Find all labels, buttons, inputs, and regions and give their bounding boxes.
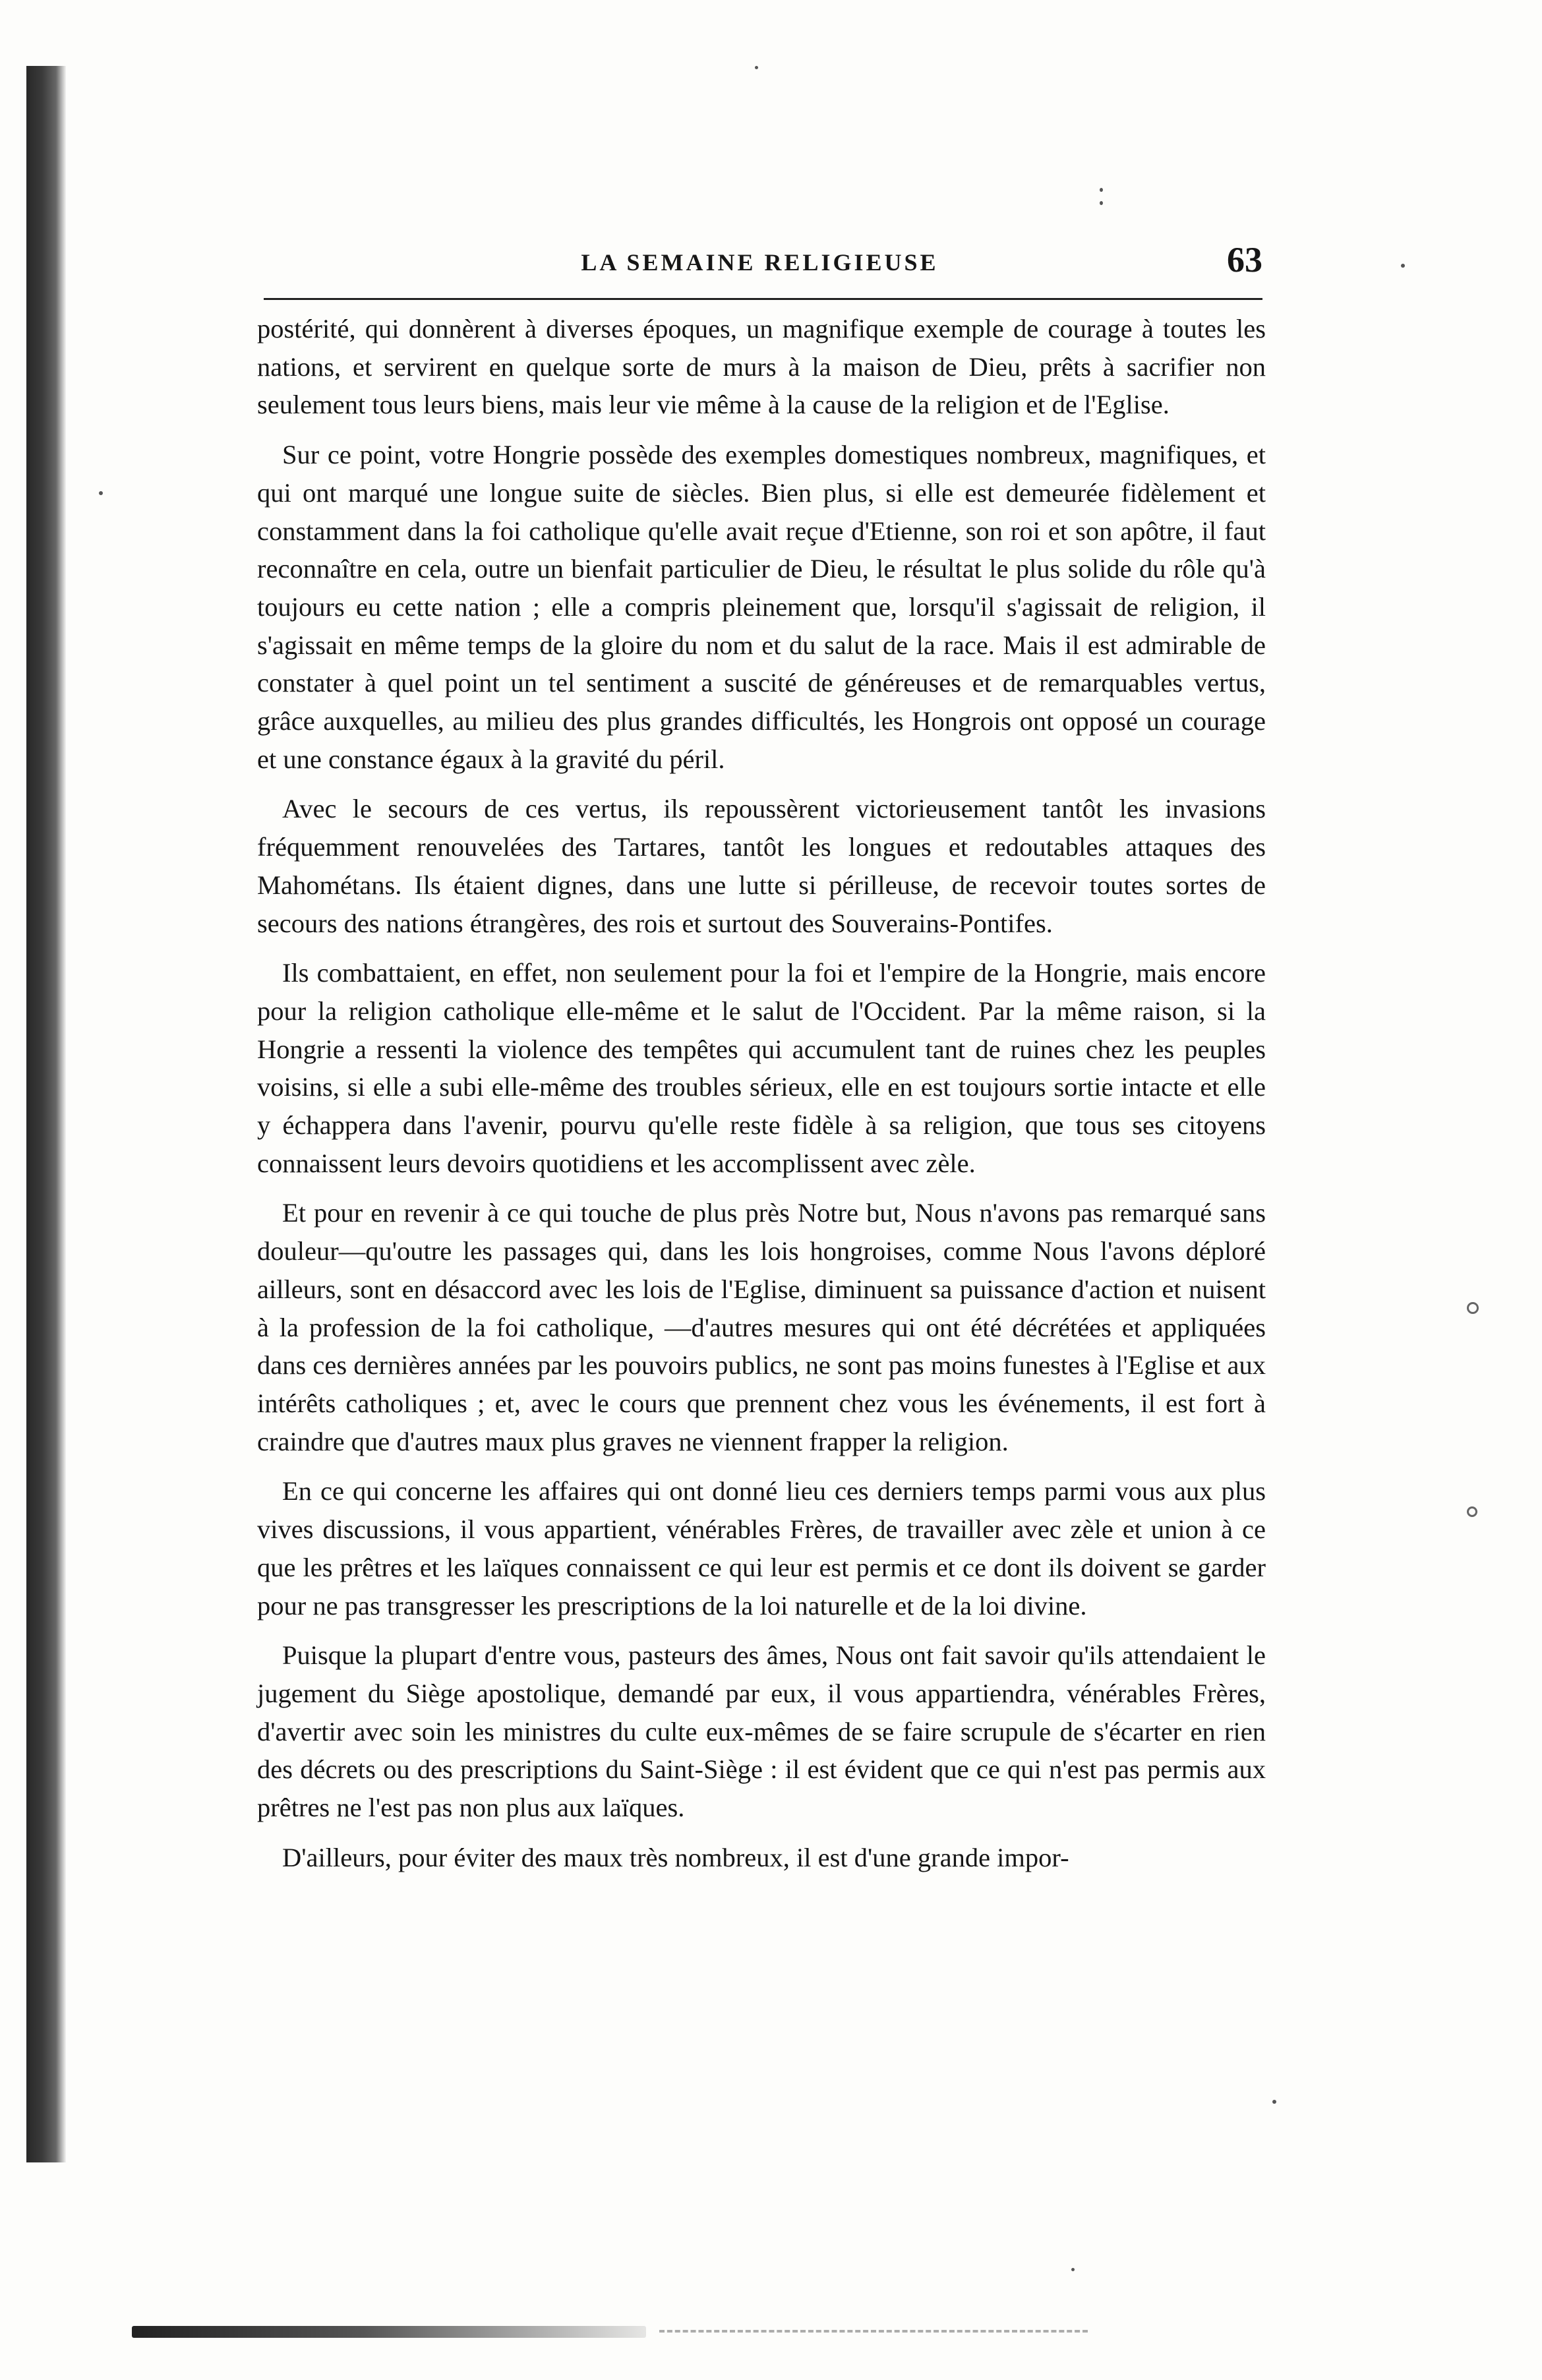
paragraph: En ce qui concerne les affaires qui ont donné lieu ces derniers temps parmi vous aux plus vives discussions, il vous appartient, vénérables Frères, de travailler avec zèle et union à ce que les prêtres et les laïques connaissent ce qui leur est permis et ce dont ils doivent se garder pour ne pas transgresser les prescriptions de la loi naturelle et de la loi divine. xyxy=(257,1476,1266,1621)
binding-edge-shadow xyxy=(26,66,66,2162)
paragraph: postérité, qui donnèrent à diverses époques, un magnifique exemple de courage à toutes les nations, et servirent en quelque sorte de murs à la maison de Dieu, prêts à sacrifier non seulement tous leurs biens, mais leur vie même à la cause de la religion et de l'Eglise. xyxy=(257,314,1266,420)
scan-speck xyxy=(755,66,758,69)
scan-speck xyxy=(1272,2100,1276,2104)
paragraph: Sur ce point, votre Hongrie possède des exemples domestiques nombreux, magnifiques, et qui ont marqué une longue suite de siècles. Bien plus, si elle est demeurée fidèlement et constamment dans la foi catholique qu'elle avait reçue d'Etienne, son roi et son apôtre, il faut reconnaître en cela, outre un bienfait particulier de Dieu, le résultat le plus solide du rôle qu'à toujours eu cette nation ; elle a compris pleinement que, lorsqu'il s'agissait de religion, il s'agissait en même temps de la gloire du nom et du salut de la race. Mais il est admirable de constater à quel point un tel sentiment a suscité de généreuses et de remarquables vertus, grâce auxquelles, au milieu des plus grandes difficultés, les Hongrois ont opposé un courage et une constance égaux à la gravité du péril. xyxy=(257,440,1266,774)
body-text xyxy=(257,310,1266,1888)
scan-speck xyxy=(99,491,103,495)
scan-smear xyxy=(132,2326,646,2338)
scan-speck xyxy=(1467,1506,1477,1517)
scan-dashes xyxy=(659,2330,1088,2335)
scan-speck xyxy=(1467,1302,1479,1314)
running-title: LA SEMAINE RELIGIEUSE xyxy=(581,249,939,276)
paragraph: Et pour en revenir à ce qui touche de plus près Notre but, Nous n'avons pas remarqué sans douleur—qu'outre les passages qui, dans les lois hongroises, comme Nous l'avons déploré ailleurs, sont en désaccord avec les lois de l'Eglise, diminuent sa puissance d'action et nuisent à la profession de la foi catholique, —d'autres mesures qui ont été décrétées et appliquées dans ces dernières années par les pouvoirs publics, ne sont pas moins funestes à l'Eglise et aux intérêts catholiques ; et, avec le cours que prennent chez vous les événements, il est fort à craindre que d'autres maux plus graves ne viennent frapper la religion. xyxy=(257,1198,1266,1456)
paragraph: Puisque la plupart d'entre vous, pasteurs des âmes, Nous ont fait savoir qu'ils attendaient le jugement du Siège apostolique, demandé par eux, il vous appartiendra, vénérables Frères, d'avertir avec soin les ministres du culte eux-mêmes de se faire scrupule de s'écarter en rien des décrets ou des prescriptions du Saint-Siège : il est évident que ce qui n'est pas permis aux prêtres ne l'est pas non plus aux laïques. xyxy=(257,1640,1266,1823)
paragraph: Ils combattaient, en effet, non seulement pour la foi et l'empire de la Hongrie, mais encore pour la religion catholique elle-même et le salut de l'Occident. Par la même raison, si la Hongrie a ressenti la violence des tempêtes qui accumulent tant de ruines chez les peuples voisins, si elle a subi elle-même des troubles sérieux, elle en est toujours sortie intacte et elle y échappera dans l'avenir, pourvu qu'elle reste fidèle à sa religion, que tous ses citoyens connaissent leurs devoirs quotidiens et les accomplissent avec zèle. xyxy=(257,958,1266,1178)
scan-speck xyxy=(1100,188,1103,192)
scan-speck xyxy=(1071,2268,1075,2271)
paragraph: Avec le secours de ces vertus, ils repoussèrent victorieusement tantôt les invasions fréquemment renouvelées des Tartares, tantôt les longues et redoutables attaques des Mahométans. Ils étaient dignes, dans une lutte si périlleuse, de recevoir toutes sortes de secours des nations étrangères, des rois et surtout des Souverains-Pontifes. xyxy=(257,794,1266,938)
scan-speck xyxy=(1401,264,1405,268)
header-rule xyxy=(264,298,1262,300)
scan-speck xyxy=(1100,201,1103,205)
page-number: 63 xyxy=(1227,240,1262,280)
running-header xyxy=(257,234,1262,293)
paragraph: D'ailleurs, pour éviter des maux très nombreux, il est d'une grande impor- xyxy=(282,1842,1069,1872)
